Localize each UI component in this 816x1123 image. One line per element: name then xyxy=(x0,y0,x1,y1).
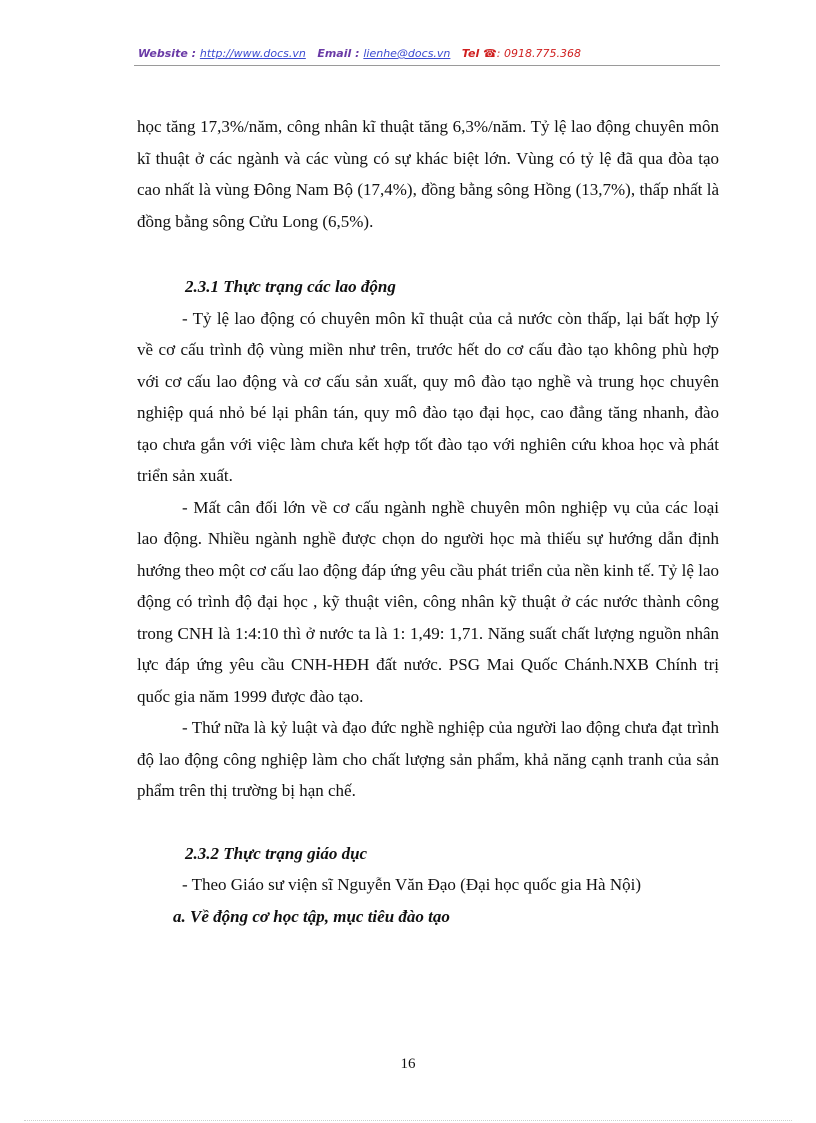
paragraph-quote-source: - Theo Giáo sư viện sĩ Nguyễn Văn Đạo (Đại học quốc gia Hà Nội) xyxy=(182,875,641,894)
section-heading-2-3-1: 2.3.1 Thực trạng các lao động xyxy=(185,277,396,296)
email-link[interactable]: lienhe@docs.vn xyxy=(363,47,451,60)
footer-divider xyxy=(24,1120,792,1121)
header-divider xyxy=(134,65,720,66)
page-number: 16 xyxy=(400,1056,416,1072)
phone-number: : 0918.775.368 xyxy=(496,47,581,60)
website-label: Website : xyxy=(138,47,197,60)
paragraph-labor-rate: - Tỷ lệ lao động có chuyên môn kĩ thuật của cả nước còn thấp, lại bất hợp lý về cơ cấu trình độ vùng miền như trên, trước hết do cơ cấu đào tạo không phù hợp với cơ cấu lao động và cơ cấu sản xuất, quy mô đào tạo nghề và trung học chuyên nghiệp quá nhỏ bé lại phân tán, quy mô đào tạo đại học, cao đẳng tăng nhanh, đào tạo chưa gắn với việc làm chưa kết hợp tốt đào tạo với nghiên cứu khoa học và phát triển sản xuất. xyxy=(137,308,719,485)
paragraph-intro: học tăng 17,3%/năm, công nhân kĩ thuật tăng 6,3%/năm. Tỷ lệ lao động chuyên môn kĩ thuật ở các ngành và các vùng có sự khác biệt lớn. Vùng có tỷ lệ đã qua đòa tạo cao nhất là vùng Đông Nam Bộ (17,4%), đồng bằng sông Hồng (13,7%), thấp nhất là đồng bằng sông Cửu Long (6,5%). xyxy=(137,117,719,231)
page-header xyxy=(138,47,698,60)
paragraph-discipline: - Thứ nữa là kỷ luật và đạo đức nghề nghiệp của người lao động chưa đạt trình độ lao động công nghiệp làm cho chất lượng sản phẩm, khả năng cạnh tranh của sản phẩm trên thị trường bị hạn chế. xyxy=(137,718,719,800)
section-heading-2-3-2: 2.3.2 Thực trạng giáo dục xyxy=(185,843,368,863)
phone-icon: ☎ xyxy=(483,47,497,60)
tel-label: Tel xyxy=(461,47,480,60)
website-link[interactable]: http://www.docs.vn xyxy=(199,47,306,60)
document-body xyxy=(137,111,719,932)
subheading-a: a. Về động cơ học tập, mục tiêu đào tạo xyxy=(173,906,450,926)
paragraph-imbalance: - Mất cân đối lớn về cơ cấu ngành nghề chuyên môn nghiệp vụ của các loại lao động. Nhiều ngành nghề được chọn do người học mà thiếu sự hướng dẫn định hướng theo một cơ cấu lao động đáp ứng yêu cầu phát triển của nền kinh tế. Tỷ lệ lao động có trình độ đại học , kỹ thuật viên, công nhân kỹ thuật ở các nước thành công trong CNH là 1:4:10 thì ở nước ta là 1: 1,49: 1,71. Năng suất chất lượng nguồn nhân lực đáp ứng yêu cầu CNH-HĐH đất nước. PSG Mai Quốc Chánh.NXB Chính trị quốc gia năm 1999 được đào tạo. xyxy=(137,497,719,706)
email-label: Email : xyxy=(317,47,360,60)
